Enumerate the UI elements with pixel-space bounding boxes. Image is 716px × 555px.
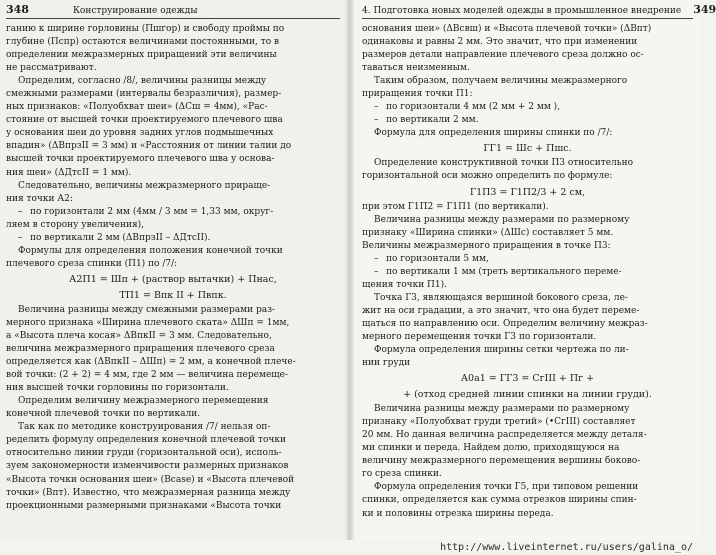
left-header-rule [6, 18, 340, 19]
text-line: ки и половины отрезка ширины переда. [362, 508, 554, 519]
text-line: Формулы для определения положения конечной точки [18, 245, 283, 256]
text-line: мерного перемещения точки Г3 по горизонтали. [362, 331, 597, 342]
right-page-header [362, 3, 716, 16]
text-line: Величина разницы между размерами по размерному [374, 404, 630, 415]
text-line: признаку «Ширина спинки» (ΔШс) составляет 5 мм. [362, 227, 614, 238]
list-item: – по вертикали 1 мм (треть вертикального переме- [374, 266, 622, 277]
left-page-number: 348 [6, 3, 29, 16]
formula: ТП1 = Впк II + Пвпк. [119, 289, 227, 301]
formula: А2П1 = Шп + (раствор вытачки) + Пнас, [69, 273, 277, 285]
footer-url[interactable]: http://www.liveinternet.ru/users/galina_o/ [440, 542, 693, 553]
text-line: стояние от высшей точки проектируемого плечевого шва [6, 115, 283, 126]
text-line: определении межразмерных приращений эти величины [6, 50, 277, 61]
list-item: – по горизонтали 2 мм (4мм / 3 мм = 1,33 мм, округ- [18, 206, 274, 217]
formula: ГГ1 = Шс + Пшс. [483, 143, 572, 155]
text-line: «Высота точки основания шеи» (Вcase) и «Высота плечевой [6, 474, 295, 485]
text-line: щаться по направлению оси. Определим величину межраз- [362, 318, 648, 329]
text-line: высшей точки проектируемого плечевого шва у основа- [6, 154, 275, 165]
text-line: ных признаков: «Полуобхват шеи» (ΔСш = 4мм), «Рас- [6, 102, 268, 113]
text-line: плечевого среза спинки (П1) по /7/: [6, 258, 178, 269]
text-line: Следовательно, величины межразмерного прираще- [18, 180, 271, 191]
text-line: мерного признака «Ширина плечевого ската» ΔШп = 1мм, [6, 317, 290, 328]
text-line: приращения точки П1: [362, 89, 473, 100]
text-line: Величины межразмерного приращения в точке П3: [362, 240, 611, 251]
text-line: Определение конструктивной точки П3 относительно [374, 158, 634, 169]
right-page-number: 349 [693, 3, 716, 16]
right-header-rule [362, 18, 693, 19]
text-line: нии груди [362, 358, 411, 369]
formula: Г1П3 = Г1П2/3 + 2 см, [469, 186, 586, 198]
text-line: смежными размерами (интервалы безразличия), размер- [6, 89, 282, 100]
text-line: Формула определения точки Г5, при типовом решении [374, 482, 639, 493]
left-page-header [6, 4, 340, 16]
list-item: – по вертикали 2 мм (ΔВпрзII – ΔДтсII). [18, 232, 211, 243]
text-line: ния шеи» (ΔДтсII = 1 мм). [6, 167, 132, 178]
text-line: ределить формулу определения конечной плечевой точки [6, 435, 286, 446]
text-line: а «Высота плеча косая» ΔВпкII = 3 мм. Следовательно, [6, 330, 272, 341]
text-line: проекционными размерными признаками «Высота точки [6, 500, 282, 511]
text-line: 20 мм. Но данная величина распределяется между деталя- [362, 430, 647, 441]
text-line: впадин» (ΔВпрзII = 3 мм) и «Расстояния от линии талии до [6, 141, 292, 152]
text-line: вой точки: (2 + 2) = 4 мм, где 2 мм — величина перемеще- [6, 370, 289, 381]
list-item: – по вертикали 2 мм. [374, 115, 479, 126]
text-line: горизонтальной оси можно определить по формуле: [362, 171, 613, 182]
text-line: Определим величину межразмерного перемещения [18, 396, 269, 407]
text-line: го среза спинки. [362, 469, 442, 480]
text-line: конечной плечевой точки по вертикали. [6, 409, 201, 420]
text-line: относительно линии груди (горизонтальной оси), исполь- [6, 448, 282, 459]
right-page [350, 0, 716, 540]
formula: А0а1 = ГГ3 = СгIII + Пг + [460, 373, 595, 385]
text-line: Величина разницы между смежными размерами раз- [18, 304, 276, 315]
text-line: ганию к ширине горловины (Пшгор) и свободу проймы по [6, 24, 285, 34]
text-line: щения точки П1). [362, 279, 448, 290]
text-line: у основания шеи до уровня задних углов подмышечных [6, 128, 274, 139]
left-page [0, 0, 350, 540]
text-line: таваться неизменным. [362, 63, 470, 74]
formula: + (отход средней линии спинки на линии груди). [403, 389, 652, 401]
text-line: одинаковы и равны 2 мм. Это значит, что при изменении [362, 37, 638, 48]
text-line: жит на оси градации, а это значит, что она будет переме- [362, 305, 640, 316]
list-item: – по горизонтали 5 мм, [374, 253, 489, 264]
text-line: Формула определения ширины сетки чертежа по ли- [374, 345, 629, 356]
text-line: Величина разницы между размерами по размерному [374, 214, 630, 225]
text-line: Определим, согласно /8/, величины разницы между [18, 76, 267, 87]
text-line: глубине (Пспр) остаются величинами постоянными, то в [6, 37, 280, 48]
text-line: Таким образом, получаем величины межразмерного [374, 76, 628, 87]
text-line: не рассматривают. [6, 63, 97, 74]
text-line: Формула для определения ширины спинки по /7/: [374, 128, 613, 139]
text-line: ляем в сторону увеличения), [6, 219, 145, 230]
text-line: величина межразмерного приращения плечевого среза [6, 344, 275, 355]
text-line: признаку «Полуобхват груди третий» (•СгIII) составляет [362, 417, 636, 428]
text-line: Точка Г3, являющаяся вершиной бокового среза, ле- [374, 292, 628, 303]
book-spine-shadow [345, 0, 355, 540]
text-line: определяется как (ΔВпкII – ΔШп) = 2 мм, а конечной плече- [6, 357, 296, 368]
text-line: зуем закономерности изменчивости размерных признаков [6, 461, 289, 472]
list-item: – по горизонтали 4 мм (2 мм + 2 мм ), [374, 102, 561, 113]
text-line: точки» (Впт). Известно, что межразмерная разница между [6, 487, 291, 498]
right-running-title: 4. Подготовка новых моделей одежды в промышленное внедрение [362, 6, 682, 16]
text-line: ния точки А2: [6, 193, 73, 204]
text-line: ния высшей точки горловины по горизонтали. [6, 383, 229, 394]
text-line: ми спинки и переда. Найдем долю, приходящуюся на [362, 443, 620, 454]
left-running-title: Конструирование одежды [72, 6, 198, 16]
text-line: величину межразмерного перемещения вершины боково- [362, 456, 641, 467]
text-line: спинки, определяется как сумма отрезков ширины спин- [362, 495, 637, 506]
text-line: при этом Г1П2 = Г1П1 (по вертикали). [362, 201, 549, 212]
text-line: размеров детали направление плечевого среза должно ос- [362, 50, 644, 61]
text-line: Так как по методике конструирования /7/ нельзя оп- [18, 422, 271, 433]
text-line: основания шеи» (ΔВсвш) и «Высота плечевой точки» (ΔВпт) [362, 24, 652, 34]
